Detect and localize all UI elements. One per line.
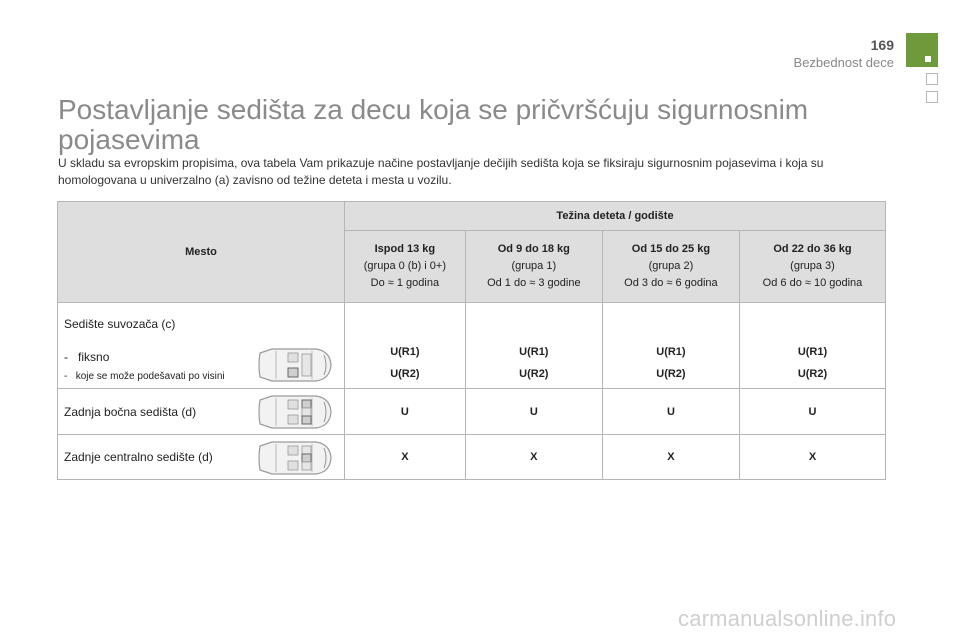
rear-center-seat-label: Zadnje centralno sedište (d) (64, 450, 213, 464)
value-cell: U (739, 389, 885, 435)
place-cell-passenger (58, 303, 345, 389)
value-cell (739, 303, 885, 389)
value-adjustable: U(R2) (390, 367, 420, 380)
chapter-tab[interactable] (906, 33, 938, 67)
value-adjustable: U(R2) (519, 367, 549, 380)
table-row-rear-center (58, 435, 886, 480)
group-age: Od 6 do ≈ 10 godina (762, 277, 863, 289)
page-title: Postavljanje sedišta za decu koja se pričvršćuju sigurnosnim pojasevima (58, 94, 809, 155)
group-name: Od 22 do 36 kg (773, 243, 852, 255)
value-cell (345, 303, 466, 389)
value-cell: U (602, 389, 739, 435)
fixed-seat-item (64, 350, 109, 364)
group-name: Od 9 do 18 kg (497, 243, 570, 255)
weight-header: Težina deteta / godište (345, 202, 886, 231)
group-name: Ispod 13 kg (374, 243, 436, 255)
value-adjustable: U(R2) (797, 367, 828, 380)
value-cell: U (345, 389, 466, 435)
value-cell: X (602, 435, 739, 480)
car-rear-center-seat-icon (254, 438, 334, 478)
fixed-seat-label: fiksno (78, 350, 110, 364)
value-cell: X (345, 435, 466, 480)
place-cell-rear-side (58, 389, 345, 435)
group-age: Od 1 do ≈ 3 godine (487, 277, 581, 289)
value-fixed: U(R1) (797, 345, 828, 358)
value-fixed: U(R1) (656, 345, 686, 358)
chapter-tab-marker (925, 56, 931, 62)
value-cell: X (465, 435, 602, 480)
section-title: Bezbednost dece (793, 55, 894, 70)
watermark: carmanualsonline.info (678, 606, 897, 631)
value-cell: X (739, 435, 885, 480)
nav-square-1[interactable] (926, 73, 938, 85)
car-rear-side-seats-icon (254, 392, 334, 432)
page-number: 169 (870, 37, 894, 53)
group-header (465, 231, 602, 303)
passenger-seat-label: Sedište suvozača (c) (64, 317, 176, 331)
value-cell: U (465, 389, 602, 435)
place-header: Mesto (58, 202, 345, 303)
rear-side-seats-label: Zadnja bočna sedišta (d) (64, 404, 197, 419)
group-class: (grupa 3) (790, 260, 835, 272)
value-fixed: U(R1) (519, 345, 549, 358)
nav-square-2[interactable] (926, 91, 938, 103)
adjustable-seat-label: koje se može podešavati po visini (75, 371, 225, 382)
group-header (345, 231, 466, 303)
value-fixed: U(R1) (390, 345, 420, 358)
group-class: (grupa 2) (648, 260, 694, 272)
group-age: Od 3 do ≈ 6 godina (624, 277, 718, 289)
group-header (739, 231, 885, 303)
group-class: (grupa 0 (b) i 0+) (363, 260, 446, 272)
value-cell (602, 303, 739, 389)
value-cell (465, 303, 602, 389)
car-front-passenger-seat-icon (254, 345, 334, 385)
list-dash: - (64, 371, 68, 382)
place-cell-rear-center (58, 435, 345, 480)
table-row-rear-side (58, 389, 886, 435)
value-adjustable: U(R2) (656, 367, 686, 380)
list-dash: - (64, 350, 68, 364)
group-header (602, 231, 739, 303)
intro-paragraph: U skladu sa evropskim propisima, ova tabela Vam prikazuje načine postavljanje dečijih sedišta koja se fiksiraju sigurnosnim pojasevima i koja su homologovana u univerzalno (a) zavisno od težine deteta i mesta u vozilu. (58, 156, 824, 187)
child-seat-table (57, 201, 886, 480)
group-age: Do ≈ 1 godina (370, 277, 440, 289)
table-row-passenger (58, 303, 886, 389)
group-class: (grupa 1) (511, 260, 557, 272)
group-name: Od 15 do 25 kg (631, 243, 711, 255)
adjustable-seat-item (64, 371, 225, 382)
